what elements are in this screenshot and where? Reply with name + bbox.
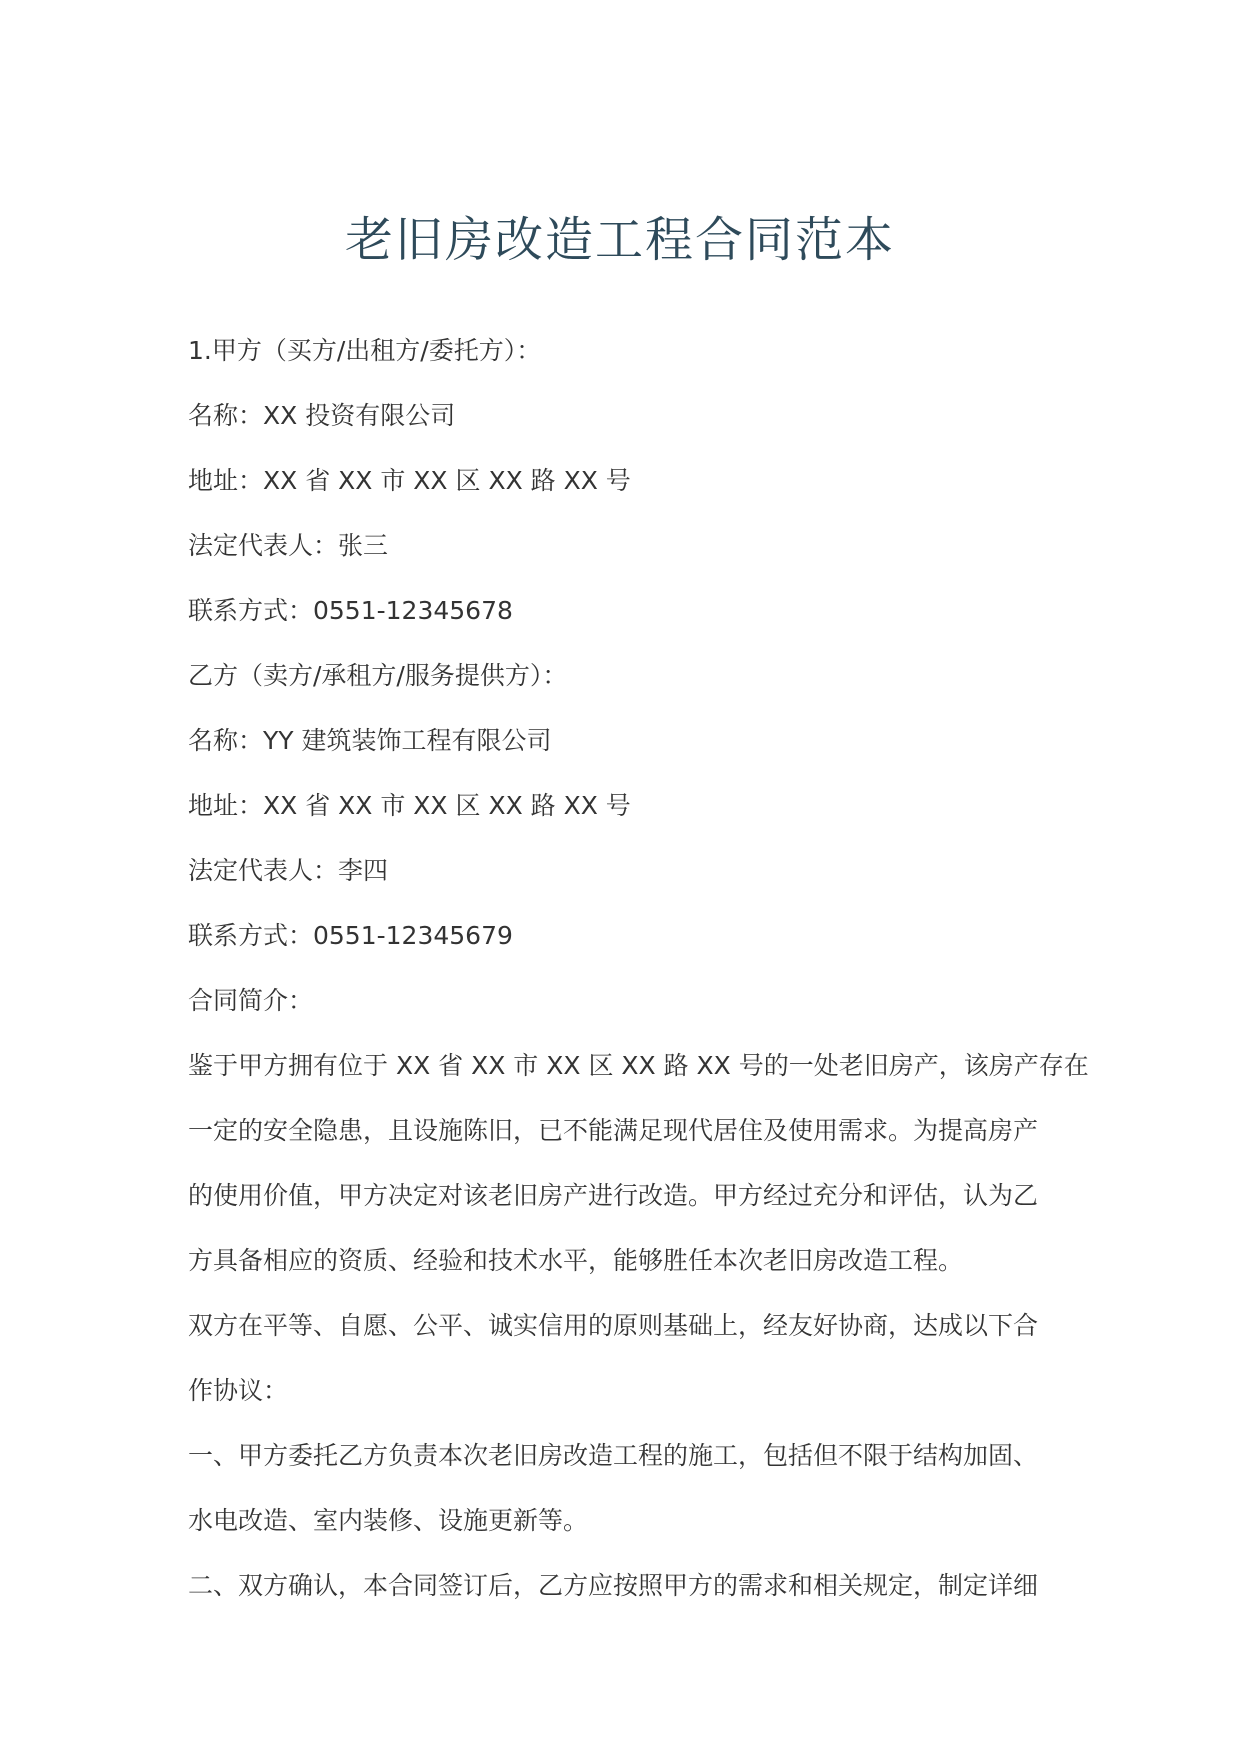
party-b-contact: 联系方式：0551-12345679 <box>188 921 513 950</box>
party-b-address: 地址：XX 省 XX 市 XX 区 XX 路 XX 号 <box>188 791 631 820</box>
party-b-legal-representative: 法定代表人：李四 <box>188 856 389 885</box>
paragraph-line: 双方在平等、自愿、公平、诚实信用的原则基础上，经友好协商，达成以下合 <box>188 1311 1039 1340</box>
paragraph-line: 鉴于甲方拥有位于 XX 省 XX 市 XX 区 XX 路 XX 号的一处老旧房产，该房产存在 <box>188 1051 1089 1080</box>
clause-line: 二、双方确认，本合同签订后，乙方应按照甲方的需求和相关规定，制定详细 <box>188 1571 1039 1600</box>
clause-line: 一、甲方委托乙方负责本次老旧房改造工程的施工，包括但不限于结构加固、 <box>188 1441 1039 1470</box>
paragraph-line: 的使用价值，甲方决定对该老旧房产进行改造。甲方经过充分和评估，认为乙 <box>188 1181 1039 1210</box>
clause-line: 水电改造、室内装修、设施更新等。 <box>188 1506 589 1535</box>
party-a-heading: 1.甲方（买方/出租方/委托方）： <box>188 336 542 365</box>
party-a-name: 名称：XX 投资有限公司 <box>188 401 456 430</box>
party-a-legal-representative: 法定代表人：张三 <box>188 531 389 560</box>
contract-intro-heading: 合同简介： <box>188 986 314 1015</box>
party-a-address: 地址：XX 省 XX 市 XX 区 XX 路 XX 号 <box>188 466 631 495</box>
paragraph-line: 一定的安全隐患，且设施陈旧，已不能满足现代居住及使用需求。为提高房产 <box>188 1116 1039 1145</box>
paragraph-line: 作协议： <box>188 1376 289 1405</box>
document-body <box>188 318 1089 1618</box>
document-title: 老旧房改造工程合同范本 <box>344 212 895 268</box>
paragraph-line: 方具备相应的资质、经验和技术水平，能够胜任本次老旧房改造工程。 <box>188 1246 964 1275</box>
party-b-heading: 乙方（卖方/承租方/服务提供方）： <box>188 661 568 690</box>
party-a-contact: 联系方式：0551-12345678 <box>188 596 513 625</box>
party-b-name: 名称：YY 建筑装饰工程有限公司 <box>188 726 552 755</box>
